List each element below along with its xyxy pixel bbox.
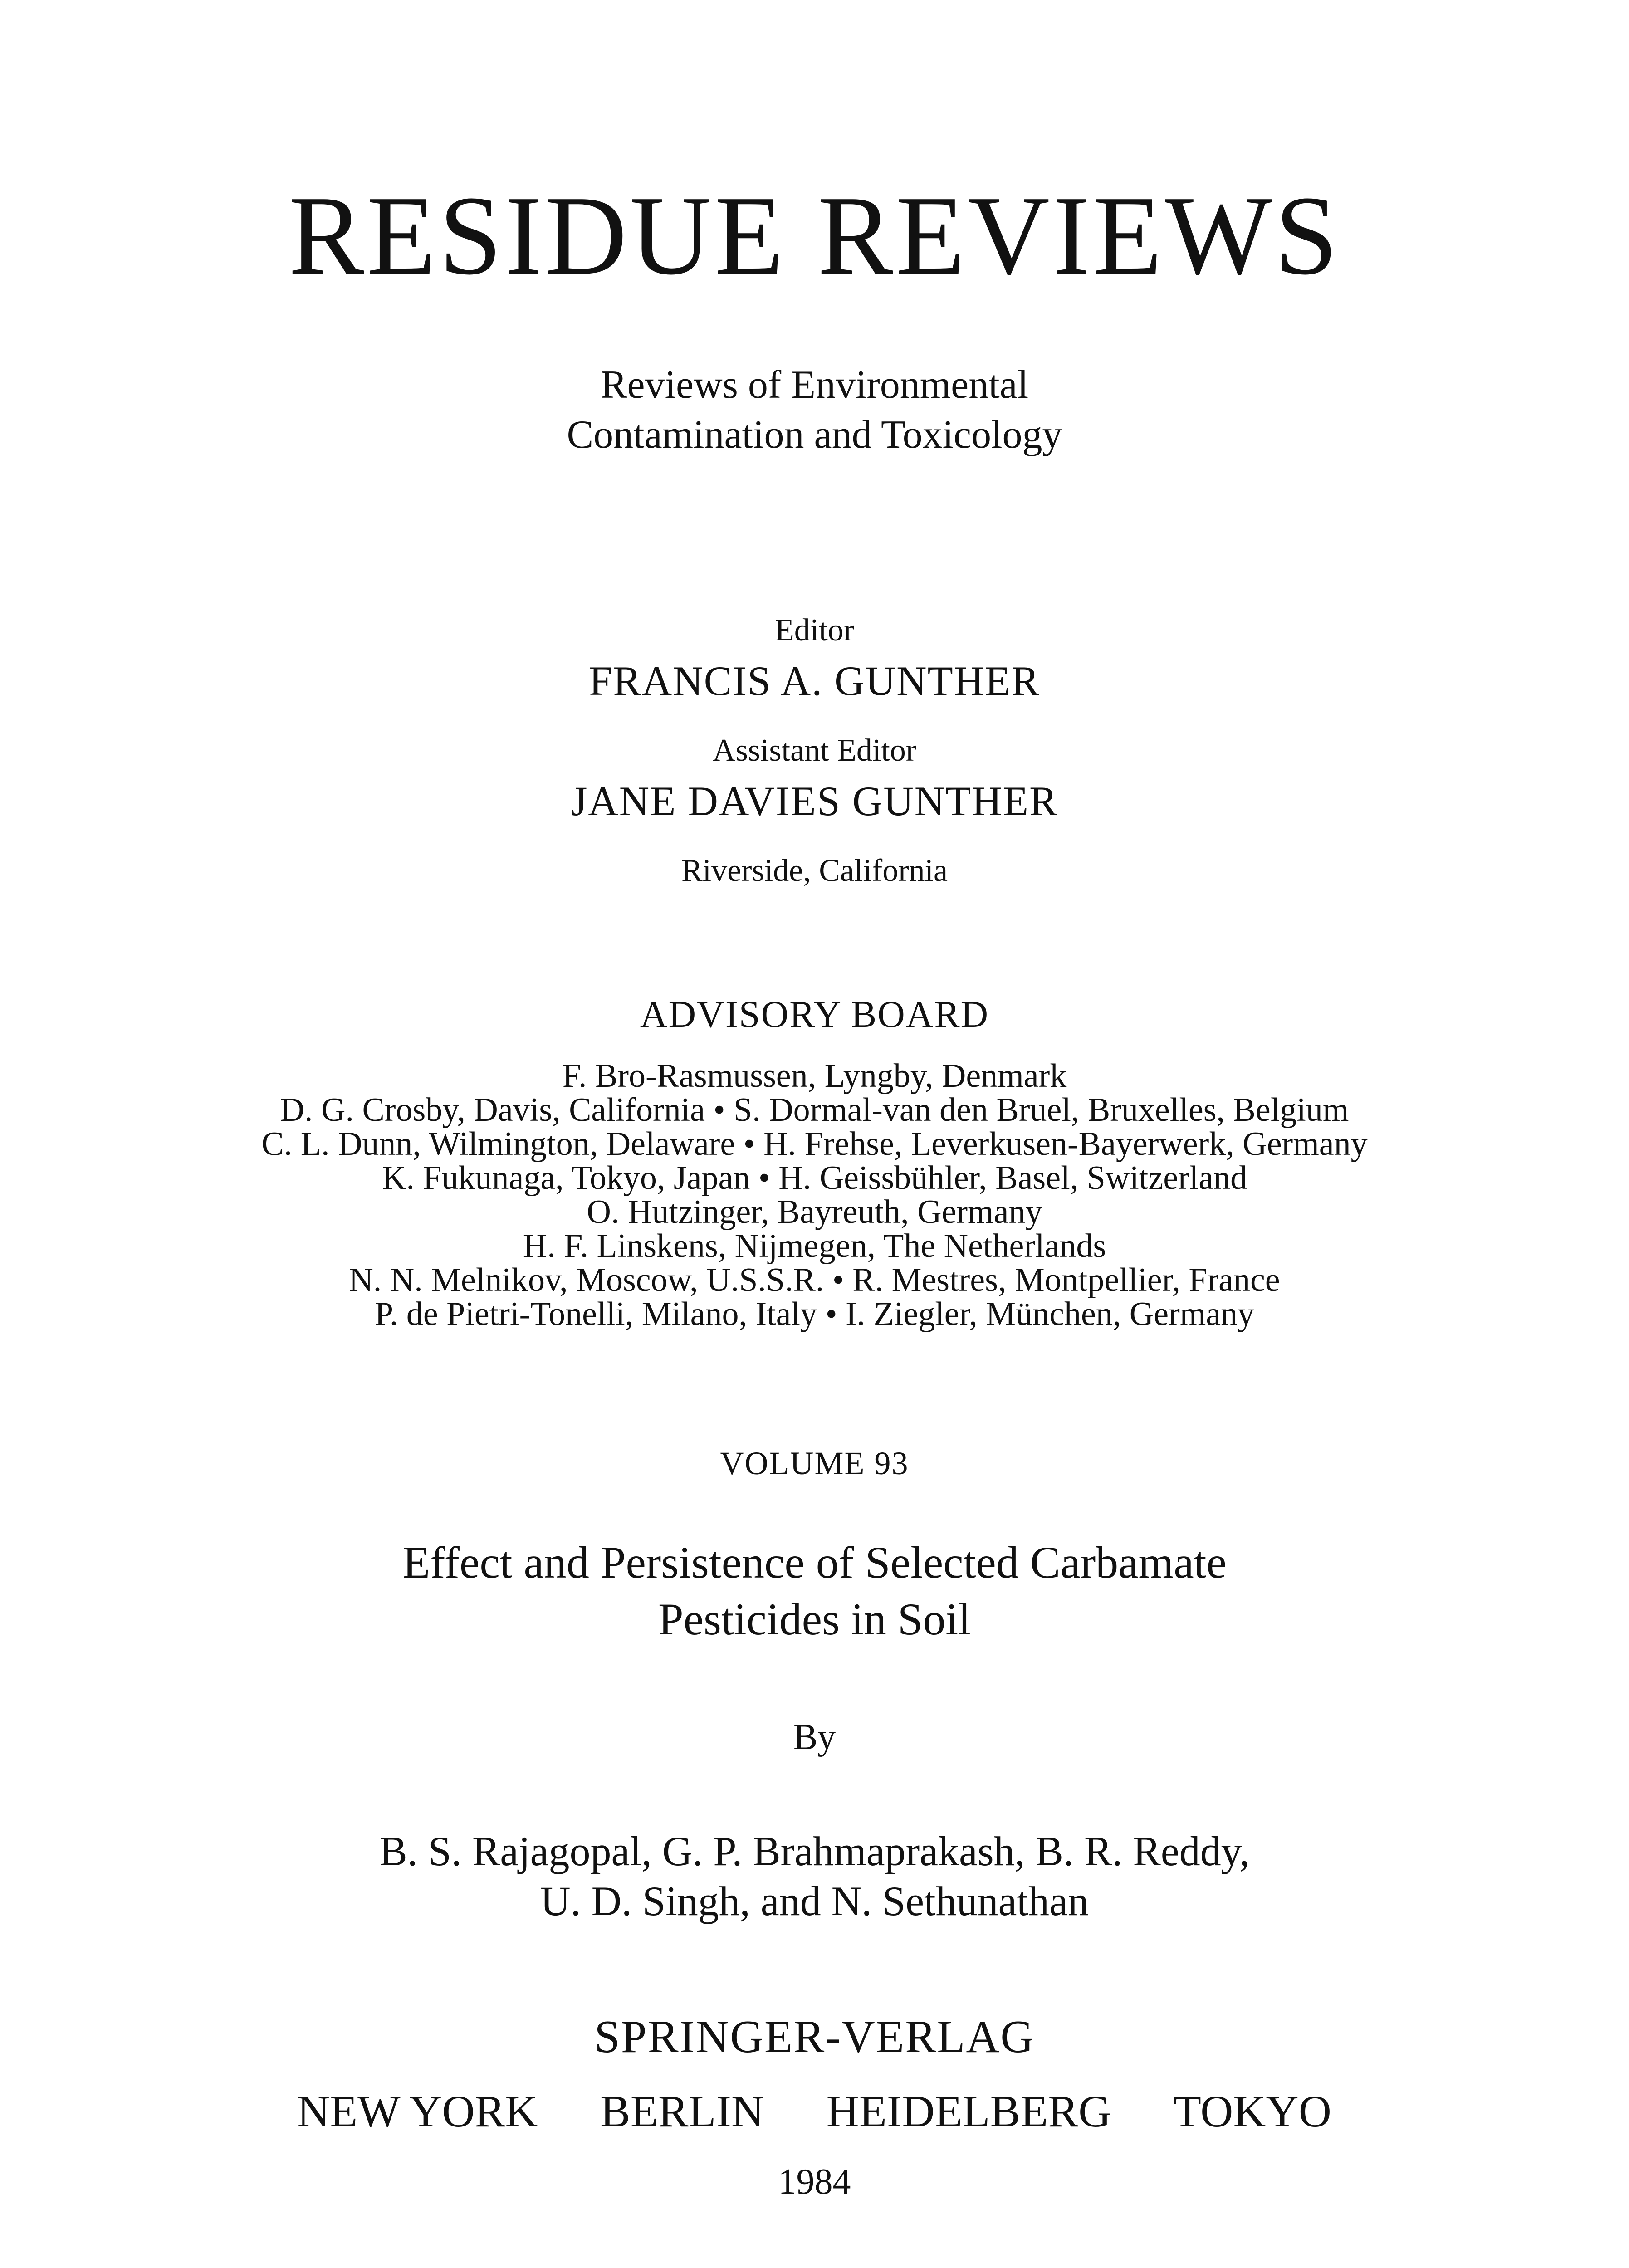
advisory-board-line-4: K. Fukunaga, Tokyo, Japan • H. Geissbühler, Basel, Switzerland <box>382 1159 1247 1197</box>
publisher-name: SPRINGER-VERLAG <box>594 2011 1035 2063</box>
assistant-editor-role: Assistant Editor <box>712 733 917 768</box>
assistant-editor-name: JANE DAVIES GUNTHER <box>571 778 1058 824</box>
advisory-board-line-3: C. L. Dunn, Wilmington, Delaware • H. Frehse, Leverkusen-Bayerwerk, Germany <box>261 1125 1368 1163</box>
series-title: RESIDUE REVIEWS <box>288 173 1340 298</box>
editor-name: FRANCIS A. GUNTHER <box>589 658 1040 704</box>
advisory-board-line-5: O. Hutzinger, Bayreuth, Germany <box>587 1193 1042 1231</box>
author-line-1: B. S. Rajagopal, G. P. Brahmaprakash, B. R. Reddy, <box>379 1828 1250 1874</box>
editor-role: Editor <box>775 613 854 648</box>
publisher-cities <box>297 2086 1331 2136</box>
series-subtitle-line-1: Reviews of Environmental <box>600 363 1029 407</box>
volume-number: VOLUME 93 <box>720 1445 909 1481</box>
book-title-line-2: Pesticides in Soil <box>658 1594 971 1644</box>
city-new-york: NEW YORK <box>297 2086 538 2136</box>
publication-year: 1984 <box>778 2162 851 2202</box>
series-subtitle-line-2: Contamination and Toxicology <box>567 413 1062 457</box>
city-berlin: BERLIN <box>600 2086 764 2136</box>
advisory-board-heading: ADVISORY BOARD <box>640 993 989 1036</box>
advisory-board-line-1: F. Bro-Rasmussen, Lyngby, Denmark <box>562 1057 1067 1095</box>
editor-location: Riverside, California <box>681 853 948 888</box>
advisory-board-line-6: H. F. Linskens, Nijmegen, The Netherlands <box>523 1227 1106 1265</box>
book-title-line-1: Effect and Persistence of Selected Carbamate <box>402 1537 1227 1588</box>
advisory-board-line-2: D. G. Crosby, Davis, California • S. Dormal-van den Bruel, Bruxelles, Belgium <box>280 1091 1349 1129</box>
city-heidelberg: HEIDELBERG <box>826 2086 1111 2136</box>
advisory-board-line-7: N. N. Melnikov, Moscow, U.S.S.R. • R. Mestres, Montpellier, France <box>349 1261 1280 1299</box>
by-label: By <box>793 1717 836 1757</box>
city-tokyo: TOKYO <box>1173 2086 1331 2136</box>
advisory-board-line-8: P. de Pietri-Tonelli, Milano, Italy • I. Ziegler, München, Germany <box>374 1295 1255 1333</box>
author-line-2: U. D. Singh, and N. Sethunathan <box>540 1878 1089 1924</box>
